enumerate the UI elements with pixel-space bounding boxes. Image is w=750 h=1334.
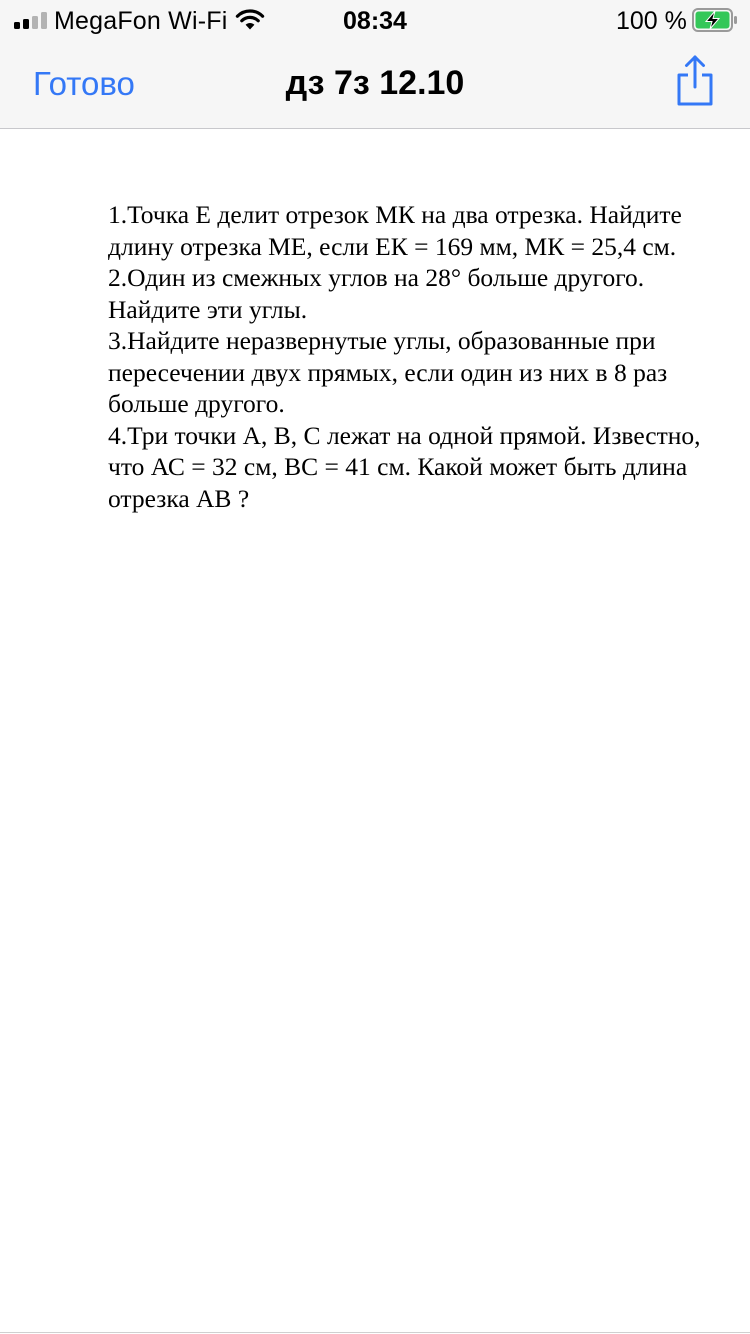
- share-icon[interactable]: [675, 54, 715, 108]
- document-viewer[interactable]: [0, 129, 750, 1334]
- task-paragraph-2: 2.Один из смежных углов на 28° больше другого. Найдите эти углы.: [108, 263, 645, 324]
- done-button[interactable]: Готово: [33, 65, 135, 102]
- document-title: дз 7з 12.10: [285, 64, 465, 102]
- task-paragraph-1: 1.Точка Е делит отрезок МК на два отрезка. Найдите длину отрезка МЕ, если ЕК = 169 мм, МК = 25,4 см.: [108, 200, 682, 261]
- battery-charging-icon: [692, 8, 738, 32]
- document-text: [108, 199, 718, 514]
- battery-percentage: 100 %: [616, 7, 687, 35]
- task-paragraph-3: 3.Найдите неразвернутые углы, образованные при пересечении двух прямых, если один из них в 8 раз больше другого.: [108, 326, 668, 418]
- task-paragraph-4: 4.Три точки А, В, С лежат на одной прямой. Известно, что АС = 32 см, ВС = 41 см. Какой может быть длина отрезка АВ ?: [108, 420, 701, 513]
- bottom-divider: [0, 1332, 750, 1333]
- navigation-bar: [0, 40, 750, 129]
- status-bar: [0, 0, 750, 40]
- carrier-name: MegaFon Wi-Fi: [54, 7, 228, 35]
- status-time: 08:34: [343, 7, 407, 35]
